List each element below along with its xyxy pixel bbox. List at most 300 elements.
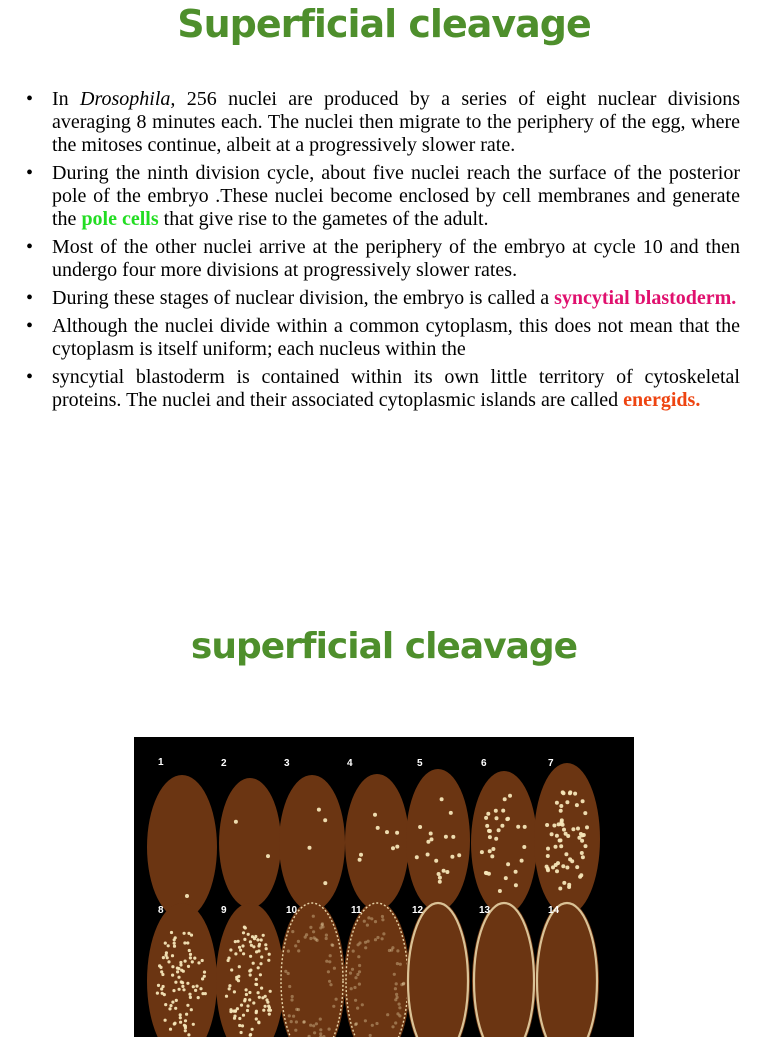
nucleus (354, 999, 357, 1002)
panel-label: 1 (158, 757, 164, 768)
panel-label: 3 (284, 758, 290, 769)
embryo (406, 901, 470, 1037)
nucleus (546, 854, 550, 858)
nucleus (251, 1028, 254, 1031)
nucleus (193, 957, 196, 960)
nucleus (418, 825, 422, 829)
bullet-text-segment: Drosophila, (80, 88, 175, 110)
nucleus (516, 825, 520, 829)
embryo-panel (344, 901, 410, 1037)
embryo (471, 771, 537, 915)
nucleus (181, 985, 184, 988)
nucleus (319, 926, 322, 929)
nucleus (246, 1009, 249, 1012)
nucleus (160, 987, 163, 990)
panel-label: 10 (286, 905, 298, 916)
nucleus (180, 980, 183, 983)
nucleus (576, 827, 580, 831)
nucleus (261, 996, 264, 999)
nucleus (558, 839, 562, 843)
nucleus (255, 978, 258, 981)
nucleus (170, 931, 173, 934)
nucleus (266, 854, 270, 858)
nucleus (228, 987, 231, 990)
nucleus (229, 948, 232, 951)
nucleus (234, 1010, 237, 1013)
nucleus (546, 867, 550, 871)
nucleus (268, 953, 271, 956)
nucleus (504, 876, 508, 880)
nucleus (382, 932, 385, 935)
nucleus (575, 865, 579, 869)
nucleus (186, 1004, 189, 1007)
nucleus (556, 861, 560, 865)
nucleus (175, 999, 178, 1002)
nucleus (309, 926, 312, 929)
bullet-item (25, 88, 740, 157)
nucleus (373, 813, 377, 817)
embryo-panel (279, 775, 345, 911)
nucleus (250, 944, 253, 947)
nucleus (393, 973, 396, 976)
nucleus (508, 794, 512, 798)
nucleus (251, 935, 254, 938)
panel-label: 4 (347, 758, 353, 769)
nucleus (551, 865, 555, 869)
nucleus (579, 873, 583, 877)
nucleus (480, 850, 484, 854)
nucleus (565, 800, 569, 804)
nucleus (161, 973, 164, 976)
embryo-panel (535, 901, 599, 1037)
nucleus (167, 960, 170, 963)
nucleus (235, 978, 238, 981)
nucleus (564, 852, 568, 856)
nucleus (164, 942, 167, 945)
nucleus (317, 808, 321, 812)
nucleus (374, 920, 377, 923)
nucleus (248, 991, 251, 994)
nucleus (559, 844, 563, 848)
nucleus (573, 792, 577, 796)
embryo-panel (219, 778, 281, 908)
nucleus (400, 983, 403, 986)
nucleus (312, 1024, 315, 1027)
nucleus (184, 1029, 187, 1032)
nucleus (269, 990, 272, 993)
nucleus (238, 946, 241, 949)
nucleus (350, 987, 353, 990)
nucleus (192, 985, 195, 988)
nucleus (325, 934, 328, 937)
bullet-text-segment: energids. (623, 389, 700, 411)
nucleus (376, 826, 380, 830)
nucleus (364, 946, 367, 949)
nucleus (267, 959, 270, 962)
nucleus (388, 949, 391, 952)
nucleus (395, 982, 398, 985)
nucleus (562, 828, 566, 832)
embryo-panel (345, 774, 409, 910)
nucleus (359, 853, 363, 857)
nucleus (329, 954, 332, 957)
bullet-text-segment: During the ninth division cycle, about five nuclei reach the surface of the posterior pole of the embryo .These nuclei become enclosed by cell membranes and generate the (52, 162, 740, 230)
nucleus (174, 1007, 177, 1010)
nucleus (580, 839, 584, 843)
nucleus (364, 1019, 367, 1022)
nucleus (323, 881, 327, 885)
nucleus (351, 968, 354, 971)
nucleus (243, 926, 246, 929)
nucleus (189, 953, 192, 956)
embryo-panel (147, 775, 217, 919)
nucleus (249, 1033, 252, 1036)
nucleus (255, 983, 258, 986)
nucleus (165, 951, 168, 954)
nucleus (156, 992, 159, 995)
nucleus (266, 1001, 269, 1004)
nucleus (381, 915, 384, 918)
nucleus (561, 823, 565, 827)
embryo (535, 901, 599, 1037)
nucleus (284, 970, 287, 973)
nucleus (287, 950, 290, 953)
nucleus (395, 831, 399, 835)
nucleus (188, 993, 191, 996)
nucleus (495, 816, 499, 820)
nucleus (328, 1028, 331, 1031)
nucleus (319, 1032, 322, 1035)
nucleus (239, 949, 242, 952)
nucleus (399, 963, 402, 966)
nucleus (246, 1004, 249, 1007)
nucleus (394, 1021, 397, 1024)
panel-label: 6 (481, 758, 487, 769)
nucleus (555, 801, 559, 805)
nucleus (260, 987, 263, 990)
nucleus (494, 809, 498, 813)
nucleus (309, 1024, 312, 1027)
nucleus (442, 869, 446, 873)
nucleus (395, 845, 399, 849)
nucleus (449, 811, 453, 815)
nucleus (292, 1015, 295, 1018)
nucleus (503, 797, 507, 801)
nucleus (186, 941, 189, 944)
nucleus (262, 934, 265, 937)
nucleus (184, 960, 187, 963)
nucleus (176, 970, 179, 973)
nucleus (328, 960, 331, 963)
nucleus (356, 1007, 359, 1010)
nucleus (445, 870, 449, 874)
nucleus (560, 818, 564, 822)
nucleus (385, 830, 389, 834)
nucleus (353, 986, 356, 989)
nucleus (242, 952, 245, 955)
panel-label: 12 (412, 905, 424, 916)
nucleus (358, 970, 361, 973)
nucleus (552, 824, 556, 828)
nucleus (169, 1028, 172, 1031)
nucleus (259, 962, 262, 965)
nucleus (264, 1005, 267, 1008)
nucleus (396, 1012, 399, 1015)
nucleus (575, 803, 579, 807)
panel-label: 13 (479, 905, 491, 916)
nucleus (333, 967, 336, 970)
nucleus (488, 829, 492, 833)
nucleus (585, 825, 589, 829)
nucleus (357, 943, 360, 946)
nucleus (381, 937, 384, 940)
nucleus (438, 876, 442, 880)
bullet-text-segment: that give rise to the gametes of the adult. (159, 208, 489, 230)
nucleus (426, 840, 430, 844)
nucleus (562, 791, 566, 795)
bullet-item (25, 315, 740, 361)
nucleus (265, 947, 268, 950)
nucleus (438, 880, 442, 884)
nucleus (234, 940, 237, 943)
nucleus (199, 987, 202, 990)
nucleus (190, 934, 193, 937)
nucleus (500, 824, 504, 828)
nucleus (349, 972, 352, 975)
embryo-panel (279, 901, 345, 1037)
nucleus (259, 973, 262, 976)
nucleus (158, 964, 161, 967)
nucleus (290, 998, 293, 1001)
nucleus (308, 846, 312, 850)
nucleus (234, 820, 238, 824)
nucleus (325, 960, 328, 963)
nucleus (506, 862, 510, 866)
nucleus (240, 1004, 243, 1007)
panel-label: 14 (548, 905, 560, 916)
nucleus (366, 924, 369, 927)
nucleus (354, 1023, 357, 1026)
nucleus (370, 917, 373, 920)
nucleus (257, 1021, 260, 1024)
nucleus (579, 832, 583, 836)
nucleus (163, 993, 166, 996)
nucleus (245, 988, 248, 991)
nucleus (486, 812, 490, 816)
nucleus (434, 859, 438, 863)
nucleus (352, 950, 355, 953)
nucleus (189, 956, 192, 959)
nucleus (234, 952, 237, 955)
nucleus (313, 936, 316, 939)
nucleus (566, 834, 570, 838)
embryo (345, 774, 409, 910)
nucleus (437, 872, 441, 876)
nucleus (364, 941, 367, 944)
nucleus (238, 1017, 241, 1020)
nucleus (391, 1025, 394, 1028)
nucleus (164, 1003, 167, 1006)
nucleus (185, 894, 189, 898)
nucleus (164, 1019, 167, 1022)
embryo-panel (406, 769, 470, 911)
nucleus (565, 866, 569, 870)
bullet-item (25, 366, 740, 412)
nucleus (304, 936, 307, 939)
embryo (279, 775, 345, 911)
nucleus (252, 962, 255, 965)
nucleus (288, 985, 291, 988)
nucleus (238, 1024, 241, 1027)
nucleus (444, 835, 448, 839)
nucleus (291, 930, 294, 933)
nucleus (249, 973, 252, 976)
nucleus (233, 990, 236, 993)
nucleus (183, 941, 186, 944)
nucleus (189, 996, 192, 999)
nucleus (169, 1004, 172, 1007)
nucleus (182, 988, 185, 991)
nucleus (381, 918, 384, 921)
nucleus (173, 1022, 176, 1025)
nucleus (494, 837, 498, 841)
nucleus (254, 935, 257, 938)
nucleus (197, 996, 200, 999)
nucleus (252, 1001, 255, 1004)
nucleus (242, 1014, 245, 1017)
nucleus (484, 816, 488, 820)
nucleus (325, 937, 328, 940)
nucleus (520, 859, 524, 863)
nucleus (546, 847, 550, 851)
nucleus (262, 1009, 265, 1012)
nucleus (559, 804, 563, 808)
nucleus (501, 809, 505, 813)
nucleus (179, 1021, 182, 1024)
nucleus (171, 974, 174, 977)
nucleus (294, 1029, 297, 1032)
nucleus (312, 915, 315, 918)
nucleus (514, 883, 518, 887)
panel-label: 11 (351, 905, 362, 916)
nucleus (358, 983, 361, 986)
bullet-text-segment: During these stages of nuclear division, the embryo is called a (52, 287, 554, 309)
nucleus (264, 943, 267, 946)
nucleus (584, 844, 588, 848)
nucleus (506, 817, 510, 821)
nucleus (488, 849, 492, 853)
embryo (472, 901, 536, 1037)
nucleus (157, 984, 160, 987)
nucleus (173, 938, 176, 941)
nucleus (194, 989, 197, 992)
nucleus (374, 938, 377, 941)
nucleus (487, 872, 491, 876)
embryo-panel (147, 903, 217, 1037)
embryo-panel (216, 903, 284, 1037)
nucleus (179, 961, 182, 964)
nucleus (225, 995, 228, 998)
panel-label: 2 (221, 758, 227, 769)
nucleus (201, 959, 204, 962)
bullet-text-segment: Most of the other nuclei arrive at the periphery of the embryo at cycle 10 and then undergo four more divisions at progressively slower rates. (52, 236, 740, 281)
nucleus (247, 933, 250, 936)
nucleus (358, 964, 361, 967)
nucleus (332, 1005, 335, 1008)
nucleus (297, 940, 300, 943)
nucleus (398, 1003, 401, 1006)
nucleus (173, 942, 176, 945)
nucleus (580, 851, 584, 855)
nucleus (257, 944, 260, 947)
nucleus (570, 859, 574, 863)
nucleus (245, 993, 248, 996)
nucleus (255, 1011, 258, 1014)
embryo-panel (406, 901, 470, 1037)
nucleus (567, 885, 571, 889)
nucleus (554, 845, 558, 849)
nucleus (321, 922, 324, 925)
nucleus (173, 945, 176, 948)
panel-label: 7 (548, 758, 554, 769)
nucleus (269, 1009, 272, 1012)
bullet-list (25, 88, 740, 417)
nucleus (485, 824, 489, 828)
bullet-item (25, 287, 740, 310)
nucleus (171, 954, 174, 957)
nucleus (358, 858, 362, 862)
nucleus (248, 969, 251, 972)
nucleus (319, 1018, 322, 1021)
nucleus (295, 1020, 298, 1023)
nucleus (260, 955, 263, 958)
nucleus (203, 971, 206, 974)
nucleus (243, 938, 246, 941)
nucleus (248, 998, 251, 1001)
panel-label: 9 (221, 905, 227, 916)
nucleus (187, 1033, 190, 1036)
nucleus (376, 936, 379, 939)
nucleus (386, 1013, 389, 1016)
second-slide-title: superficial cleavage (0, 626, 768, 667)
nucleus (188, 949, 191, 952)
nucleus (391, 846, 395, 850)
nucleus (361, 1003, 364, 1006)
nucleus (391, 946, 394, 949)
nucleus (179, 1016, 182, 1019)
nucleus (228, 984, 231, 987)
nucleus (191, 960, 194, 963)
nucleus (491, 847, 495, 851)
nucleus (167, 944, 170, 947)
nucleus (257, 991, 260, 994)
nucleus (291, 995, 294, 998)
nucleus (257, 949, 260, 952)
nucleus (522, 845, 526, 849)
nucleus (363, 920, 366, 923)
nucleus (256, 938, 259, 941)
embryo (147, 775, 217, 919)
bullet-item (25, 162, 740, 231)
nucleus (571, 827, 575, 831)
nucleus (490, 854, 494, 858)
embryo (219, 778, 281, 908)
nucleus (237, 940, 240, 943)
embryo (406, 769, 470, 911)
nucleus (559, 809, 563, 813)
nucleus (415, 855, 419, 859)
nucleus (394, 987, 397, 990)
